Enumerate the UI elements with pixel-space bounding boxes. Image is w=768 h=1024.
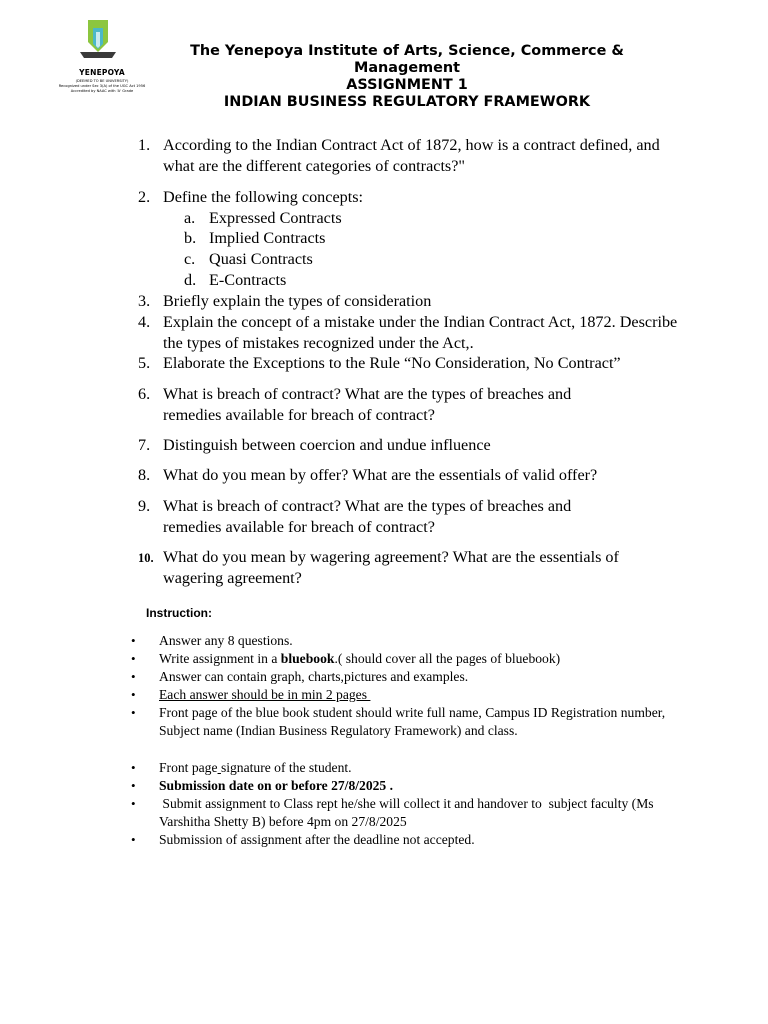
instruction-heading: Instruction:: [146, 606, 212, 620]
question-text: What is breach of contract? What are the types of breaches and remedies available for breach of contract?: [163, 385, 572, 424]
question-item: [138, 496, 698, 537]
sub-item-letter: d.: [184, 271, 197, 289]
document-header: [150, 43, 664, 111]
question-number: 4.: [138, 313, 151, 331]
instruction-item: [131, 759, 691, 777]
question-number: 1.: [138, 136, 151, 154]
question-text: What is breach of contract? What are the types of breaches and remedies available for breach of contract?: [163, 497, 572, 536]
yenepoya-emblem-icon: [80, 18, 116, 66]
subject-title: INDIAN BUSINESS REGULATORY FRAMEWORK: [223, 94, 591, 110]
bullet-icon: •: [131, 796, 136, 811]
bullet-icon: •: [131, 687, 136, 702]
question-number: 7.: [138, 436, 151, 454]
instruction-text: Answer can contain graph, charts,pictures and examples.: [159, 669, 469, 684]
question-text: Elaborate the Exceptions to the Rule “No Consideration, No Contract”: [163, 354, 621, 372]
question-text: According to the Indian Contract Act of 1872, how is a contract defined, and what are the different categories of contracts?": [163, 136, 660, 175]
instruction-item: [131, 704, 691, 740]
instruction-text: Front page signature of the student.: [159, 760, 352, 775]
question-item: [138, 384, 698, 425]
instruction-item: [131, 795, 691, 831]
question-item: [138, 465, 698, 486]
bullet-icon: •: [131, 760, 136, 775]
question-number: 3.: [138, 292, 151, 310]
sub-item: [184, 208, 342, 229]
institute-name: The Yenepoya Institute of Arts, Science, Commerce & Management: [190, 43, 624, 76]
bullet-icon: •: [131, 705, 136, 720]
sub-item-text: Implied Contracts: [209, 229, 326, 247]
question-number: 2.: [138, 188, 151, 206]
bullet-icon: •: [131, 651, 136, 666]
instruction-item: [131, 632, 691, 650]
instruction-text: Each answer should be in min 2 pages: [159, 687, 371, 702]
instruction-text: Write assignment in a bluebook.( should cover all the pages of bluebook): [159, 651, 561, 666]
sub-item-letter: a.: [184, 209, 196, 227]
sub-item: [184, 249, 313, 270]
question-text: Briefly explain the types of consideration: [163, 292, 432, 310]
question-number: 5.: [138, 354, 151, 372]
sub-item-text: Quasi Contracts: [209, 250, 313, 268]
instruction-item: [131, 668, 691, 686]
bullet-icon: •: [131, 832, 136, 847]
instruction-text: Answer any 8 questions.: [159, 633, 293, 648]
instruction-text: Submission of assignment after the deadline not accepted.: [159, 832, 475, 847]
question-number: 6.: [138, 385, 151, 403]
question-item: [138, 435, 698, 456]
logo-line1: (DEEMED TO BE UNIVERSITY): [75, 79, 129, 83]
university-logo: [52, 18, 144, 102]
sub-item-text: Expressed Contracts: [209, 209, 342, 227]
bullet-icon: •: [131, 633, 136, 648]
logo-line2: Recognized under Sec 3(A) of the UGC Act 1956: [58, 84, 146, 88]
sub-item-letter: b.: [184, 229, 197, 247]
question-text: Define the following concepts:: [163, 188, 364, 206]
question-item: [138, 135, 698, 176]
question-text: What do you mean by offer? What are the essentials of valid offer?: [163, 466, 598, 484]
logo-name: YENEPOYA: [79, 68, 125, 77]
bullet-icon: •: [131, 669, 136, 684]
question-item: [138, 353, 698, 374]
instruction-item: [131, 831, 691, 849]
instruction-item: [131, 650, 691, 668]
question-text: Explain the concept of a mistake under the Indian Contract Act, 1872. Describe the types of mistakes recognized under the Act,.: [163, 313, 678, 352]
instruction-text: Submission date on or before 27/8/2025 .: [159, 778, 394, 793]
question-text: Distinguish between coercion and undue influence: [163, 436, 491, 454]
sub-item: [184, 228, 325, 249]
question-item: [138, 291, 698, 312]
logo-line3: Accredited by NAAC with 'A' Grade: [70, 89, 134, 93]
question-text: What do you mean by wagering agreement? What are the essentials of wagering agreement?: [163, 548, 619, 587]
question-number: 8.: [138, 466, 151, 484]
question-number: 9.: [138, 497, 151, 515]
instruction-text: Front page of the blue book student should write full name, Campus ID Registration number, Subject name (Indian Business Regulatory Framework) and class.: [159, 705, 666, 738]
bullet-icon: •: [131, 778, 136, 793]
question-item: [138, 547, 698, 588]
instruction-item: [131, 686, 691, 704]
question-item: [138, 187, 698, 208]
sub-item-text: E-Contracts: [209, 271, 287, 289]
sub-item: [184, 270, 286, 291]
assignment-title: ASSIGNMENT 1: [346, 77, 468, 93]
question-number: 10.: [138, 551, 154, 565]
instruction-item: [131, 777, 691, 795]
question-item: [138, 312, 698, 353]
sub-item-letter: c.: [184, 250, 196, 268]
instruction-text: Submit assignment to Class rept he/she will collect it and handover to subject faculty (Ms Varshitha Shetty B) before 4pm on 27/8/2025: [159, 796, 657, 829]
